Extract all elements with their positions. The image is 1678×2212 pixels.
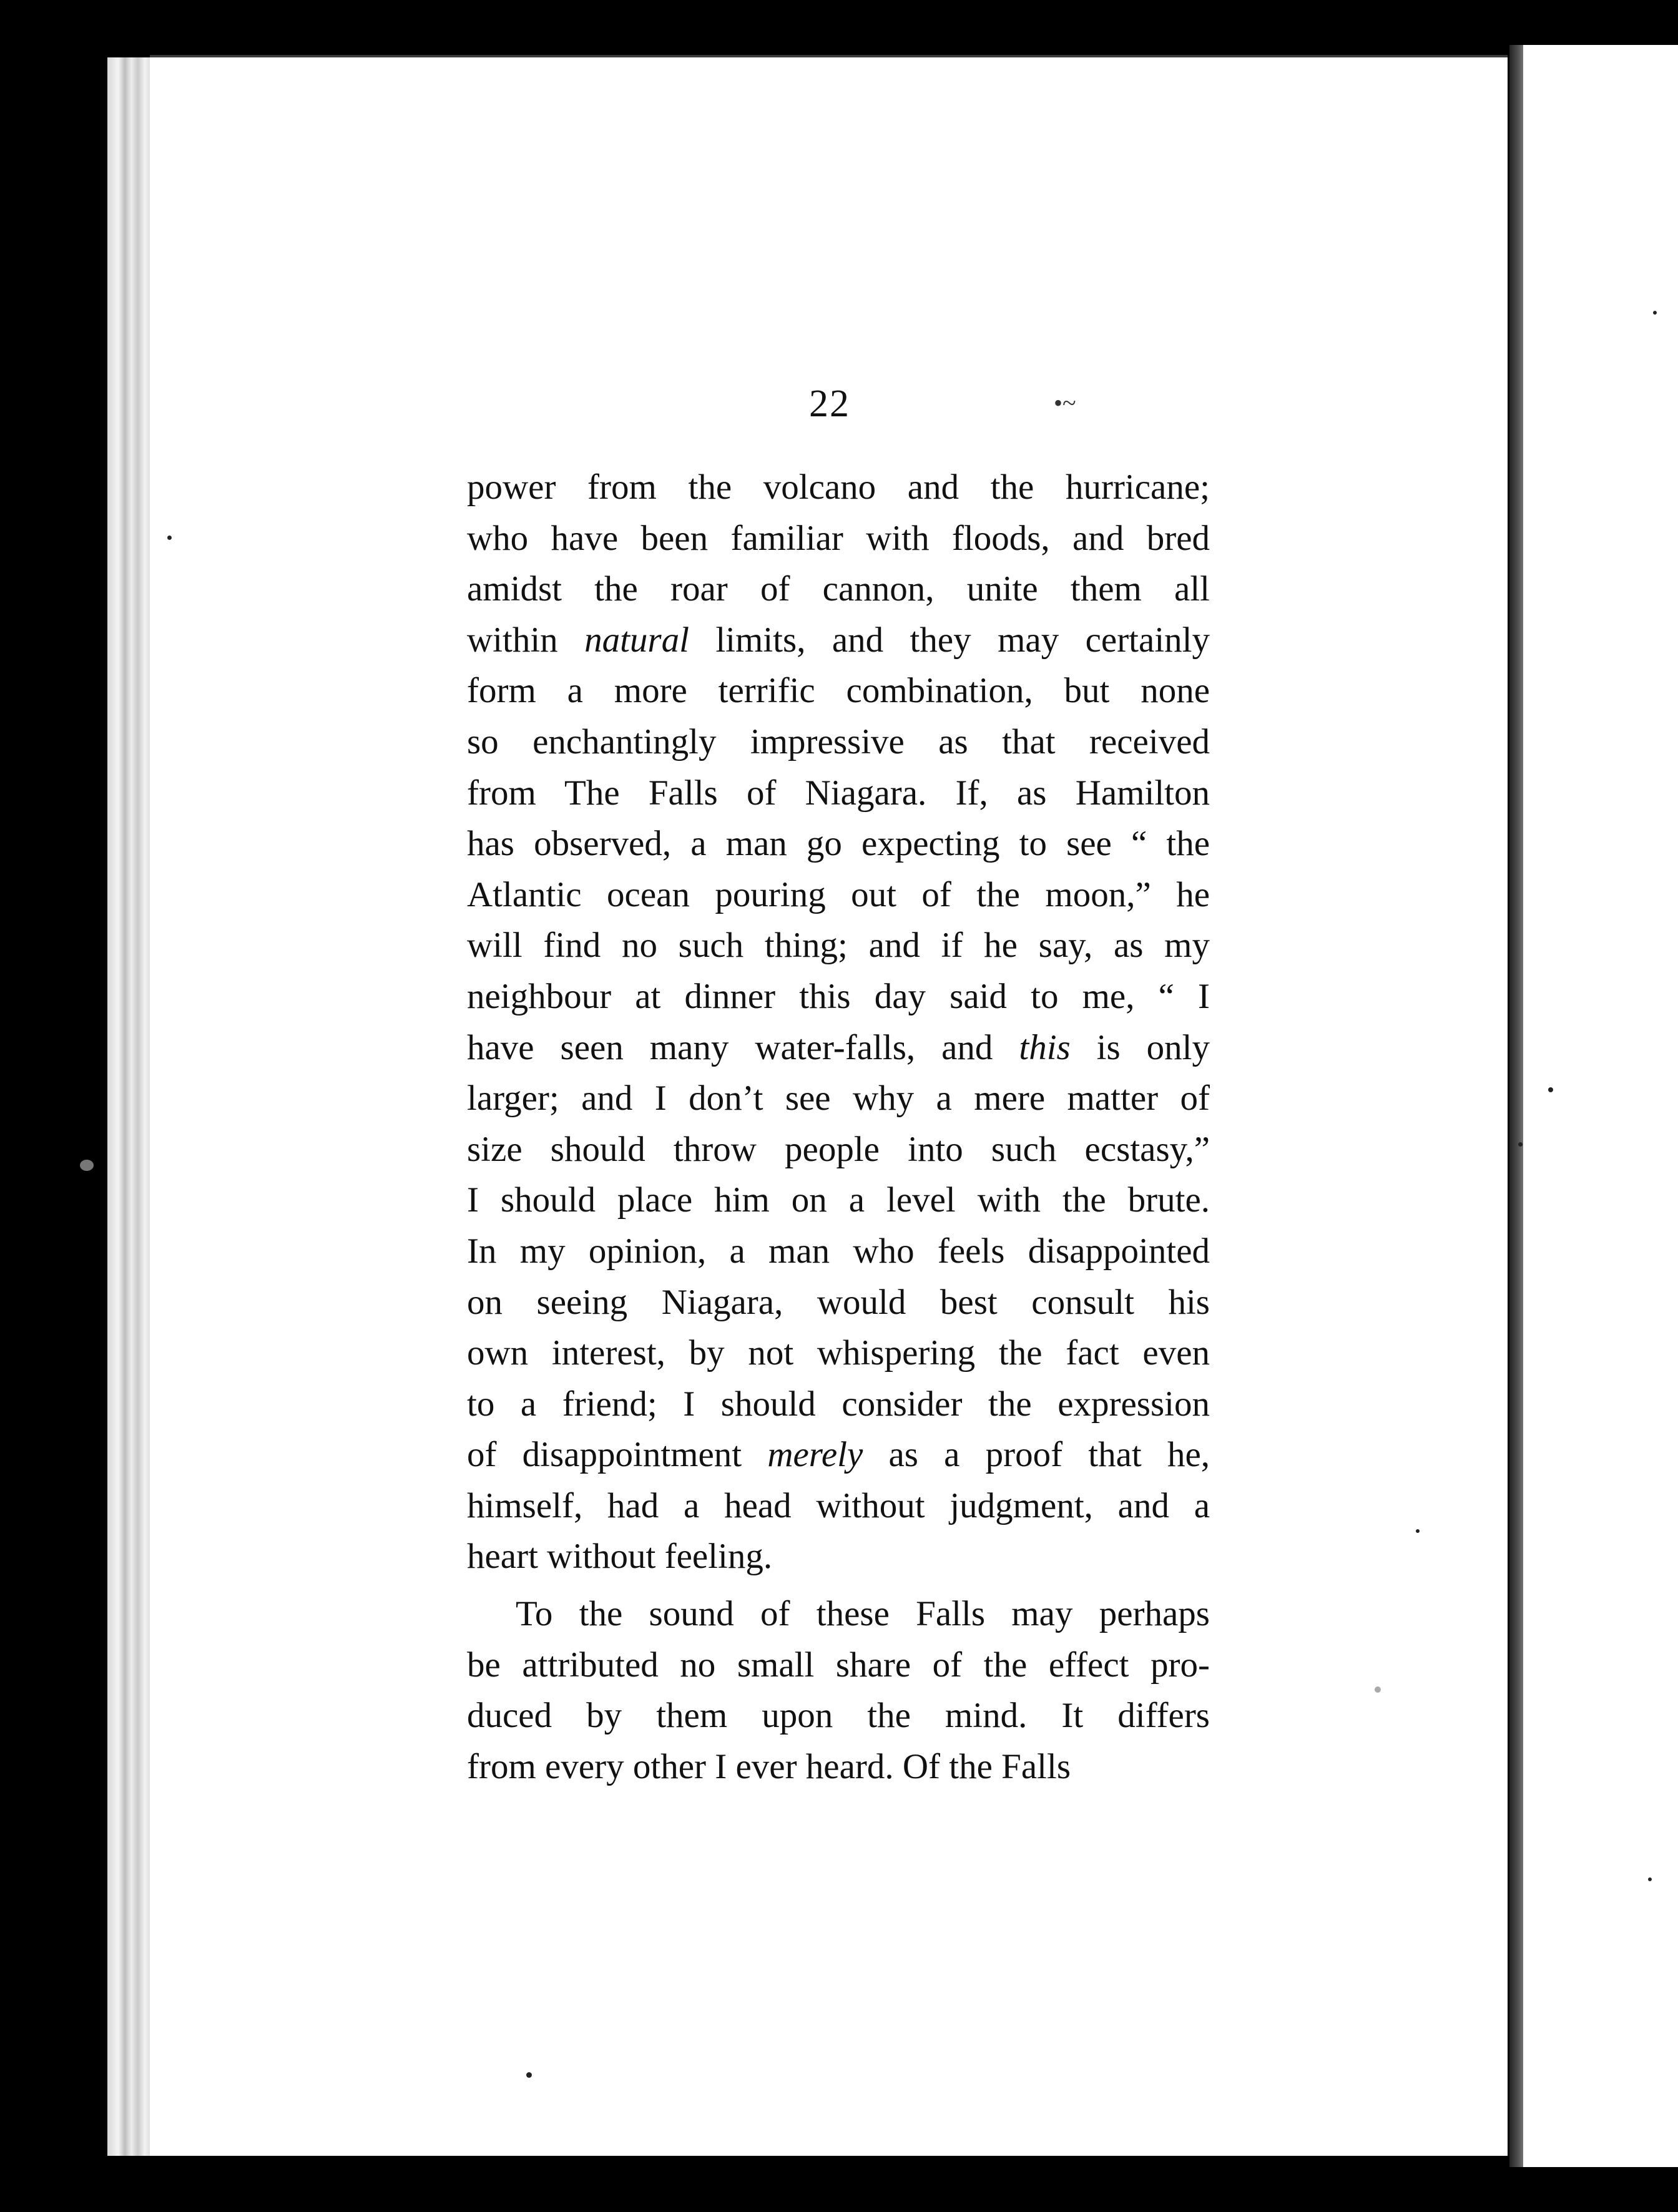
page-edge-gutter [107, 57, 151, 2156]
scan-speck [167, 536, 172, 540]
body-text [467, 462, 1210, 1792]
scan-speck [1375, 1686, 1381, 1693]
text-line: power from the volcano and the hurricane; [467, 467, 1210, 507]
text-line: so enchantingly impressive as that received [467, 722, 1210, 761]
text-line: heart without feeling. [467, 1537, 773, 1577]
text-line: size should throw people into such ecstasy,” [467, 1129, 1210, 1169]
text-line: have seen many water-falls, and this is only [467, 1027, 1210, 1067]
italic-word: natural [584, 620, 689, 660]
scan-speck [1648, 1877, 1652, 1881]
text-line: Atlantic ocean pouring out of the moon,” he [467, 874, 1210, 914]
text-line: on seeing Niagara, would best consult his [467, 1282, 1210, 1322]
text-line: who have been familiar with floods, and bred [467, 518, 1210, 558]
printers-mark: •~ [1054, 389, 1076, 417]
paragraph-gap [467, 1582, 1210, 1588]
scan-speck [1548, 1087, 1553, 1092]
italic-word: this [1019, 1027, 1071, 1067]
text-line: will find no such thing; and if he say, as my [467, 926, 1210, 966]
text-line: amidst the roar of cannon, unite them all [467, 569, 1210, 609]
scan-speck [526, 2072, 532, 2078]
text-line: of disappointment merely as a proof that he, [467, 1435, 1210, 1475]
italic-word: merely [767, 1435, 863, 1475]
text-line: neighbour at dinner this day said to me, “ I [467, 976, 1210, 1016]
text-line: To the sound of these Falls may perhaps [516, 1594, 1210, 1634]
text-line: I should place him on a level with the brute. [467, 1180, 1210, 1220]
text-line: within natural limits, and they may certainly [467, 620, 1210, 660]
text-line: be attributed no small share of the effect pro- [467, 1645, 1210, 1685]
text-line: own interest, by not whispering the fact even [467, 1333, 1210, 1373]
text-line: from every other I ever heard. Of the Falls [467, 1746, 1071, 1786]
text-line: In my opinion, a man who feels disappointed [467, 1231, 1210, 1271]
text-line: has observed, a man go expecting to see “ the [467, 824, 1210, 864]
text-line: to a friend; I should consider the expression [467, 1384, 1210, 1424]
text-line: from The Falls of Niagara. If, as Hamilton [467, 773, 1210, 813]
text-line: larger; and I don’t see why a mere matter of [467, 1079, 1210, 1118]
scan-speck [1653, 311, 1657, 315]
page-number: 22 [809, 383, 850, 425]
text-line: duced by them upon the mind. It differs [467, 1696, 1210, 1736]
facing-page [1523, 45, 1678, 2167]
scan-speck [80, 1160, 94, 1171]
scan-speck [1416, 1529, 1420, 1533]
text-line: himself, had a head without judgment, and a [467, 1485, 1210, 1525]
scan-speck [1518, 1142, 1523, 1147]
text-line: form a more terrific combination, but none [467, 671, 1210, 711]
